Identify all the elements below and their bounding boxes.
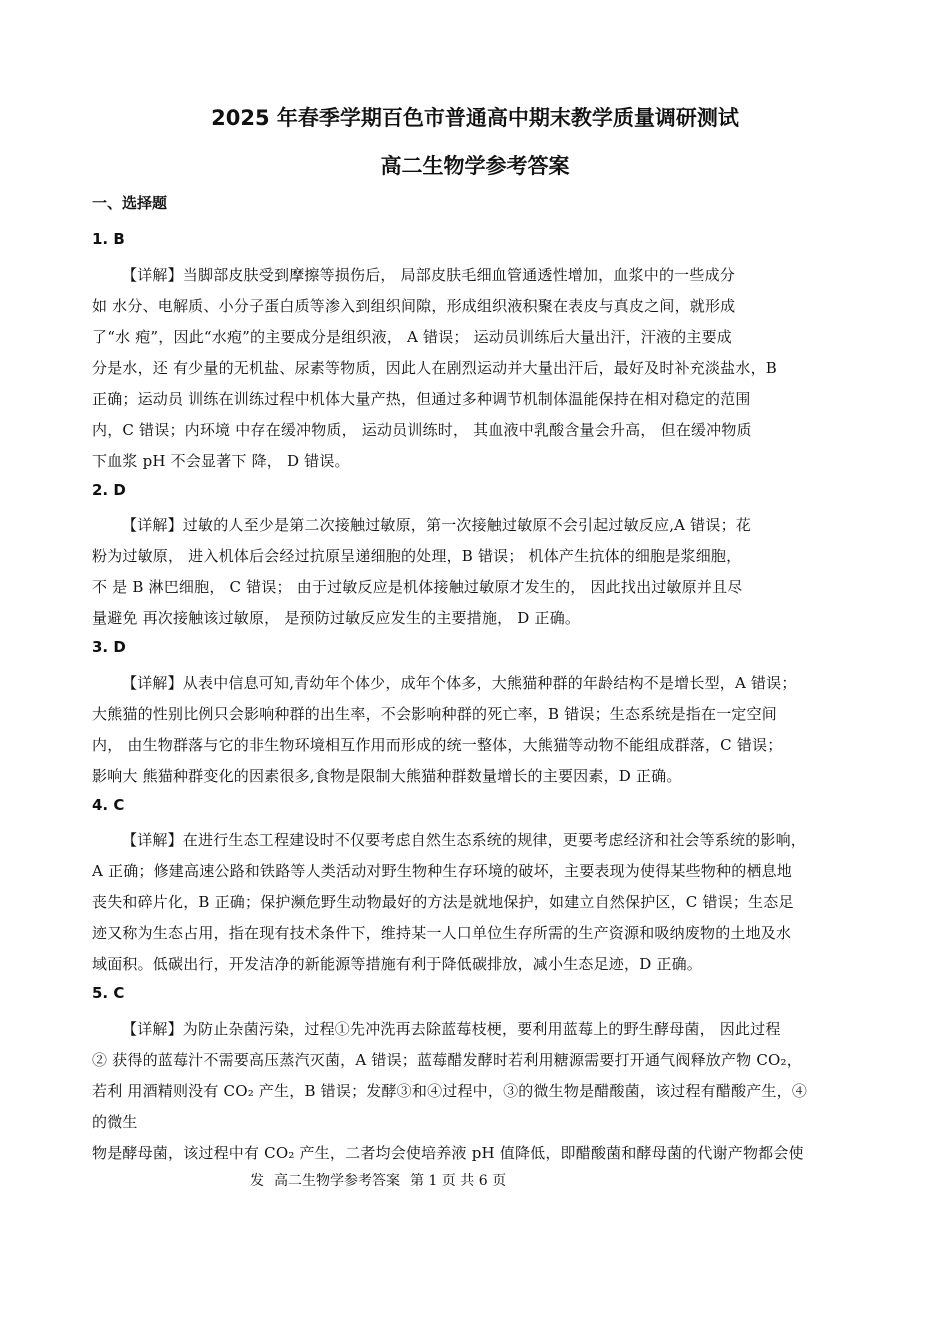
page-title: 2025 年春季学期百色市普通高中期末教学质量调研测试 (211, 106, 739, 130)
question-number: 1. B (92, 230, 125, 248)
answer-line: 物是酵母菌，该过程中有 CO₂ 产生，二者均会使培养液 pH 值降低，即醋酸菌和酵母菌的代谢产物都会使 (92, 1144, 804, 1162)
question-number: 5. C (92, 984, 125, 1002)
answer-line: 迹又称为生态占用，指在现有技术条件下，维持某一人口单位生存所需的生产资源和吸纳废物的土地及水 (92, 924, 792, 942)
answer-line: 不 是 B 淋巴细胞， C 错误； 由于过敏反应是机体接触过敏原才发生的， 因此找出过敏原并且尽 (92, 578, 743, 596)
answer-line: 正确；运动员 训练在训练过程中机体大量产热，但通过多种调节机制体温能保持在相对稳定的范围 (92, 390, 751, 408)
question-number: 4. C (92, 796, 125, 814)
answer-line: 域面积。低碳出行，开发洁净的新能源等措施有利于降低碳排放，减小生态足迹，D 正确。 (92, 955, 702, 973)
answer-line: 【详解】过敏的人至少是第二次接触过敏原，第一次接触过敏原不会引起过敏反应,A 错误；花 (122, 516, 751, 534)
section-heading: 一、选择题 (92, 194, 168, 212)
answer-line: 分是水，还 有少量的无机盐、尿素等物质，因此人在剧烈运动并大量出汗后，最好及时补充淡盐水，B (92, 359, 777, 377)
question-number: 2. D (92, 481, 126, 499)
answer-line: A 正确；修建高速公路和铁路等人类活动对野生物种生存环境的破坏，主要表现为使得某些物种的栖息地 (92, 862, 793, 880)
answer-line: 了“水 疱”，因此“水疱”的主要成分是组织液， A 错误； 运动员训练后大量出汗，汗液的主要成 (92, 328, 732, 346)
question-number: 3. D (92, 638, 126, 656)
answer-line: 【详解】从表中信息可知,青幼年个体少，成年个体多，大熊猫种群的年龄结构不是增长型，A 错误； (122, 674, 797, 692)
answer-line: 若利 用酒精则没有 CO₂ 产生，B 错误；发酵③和④过程中，③的微生物是醋酸菌，该过程有醋酸产生，④ (92, 1082, 808, 1100)
page-subtitle: 高二生物学参考答案 (380, 154, 570, 178)
answer-line: 的微生 (92, 1113, 138, 1131)
answer-line: 丧失和碎片化，B 正确；保护濒危野生动物最好的方法是就地保护，如建立自然保护区，C 错误；生态足 (92, 893, 794, 911)
answer-line: 【详解】在进行生态工程建设时不仅要考虑自然生态系统的规律，更要考虑经济和社会等系统的影响， (122, 831, 807, 849)
footer-doc-name: 高二生物学参考答案 (274, 1173, 400, 1189)
answer-line: 如 水分、电解质、小分子蛋白质等渗入到组织间隙，形成组织液积聚在表皮与真皮之间，就形成 (92, 297, 736, 315)
answer-line: 【详解】为防止杂菌污染，过程①先冲洗再去除蓝莓枝梗，要利用蓝莓上的野生酵母菌， 因此过程 (122, 1020, 781, 1038)
answer-line: 粉为过敏原， 进入机体后会经过抗原呈递细胞的处理，B 错误； 机体产生抗体的细胞是浆细胞， (92, 547, 742, 565)
answer-line: ② 获得的蓝莓汁不需要高压蒸汽灭菌，A 错误；蓝莓醋发酵时若利用糖源需要打开通气阀释放产物 CO₂， (92, 1051, 802, 1069)
answer-line: 内，C 错误；内环境 中存在缓冲物质， 运动员训练时， 其血液中乳酸含量会升高， 但在缓冲物质 (92, 421, 752, 439)
answer-line: 大熊猫的性别比例只会影响种群的出生率，不会影响种群的死亡率，B 错误；生态系统是指在一定空间 (92, 705, 777, 723)
answer-line: 【详解】当脚部皮肤受到摩擦等损伤后， 局部皮肤毛细血管通透性增加，血浆中的一些成分 (122, 266, 735, 284)
answer-line: 影响大 熊猫种群变化的因素很多,食物是限制大熊猫种群数量增长的主要因素，D 正确。 (92, 767, 682, 785)
page-number: 第 1 页 共 6 页 (410, 1173, 507, 1189)
page-footer (250, 1170, 516, 1190)
answer-line: 量避免 再次接触该过敏原， 是预防过敏反应发生的主要措施， D 正确。 (92, 609, 581, 627)
answer-line: 下血浆 pH 不会显著下 降， D 错误。 (92, 452, 350, 470)
answer-line: 内， 由生物群落与它的非生物环境相互作用而形成的统一整体，大熊猫等动物不能组成群落，C 错误； (92, 736, 783, 754)
footer-prefix: 发 (250, 1173, 264, 1189)
